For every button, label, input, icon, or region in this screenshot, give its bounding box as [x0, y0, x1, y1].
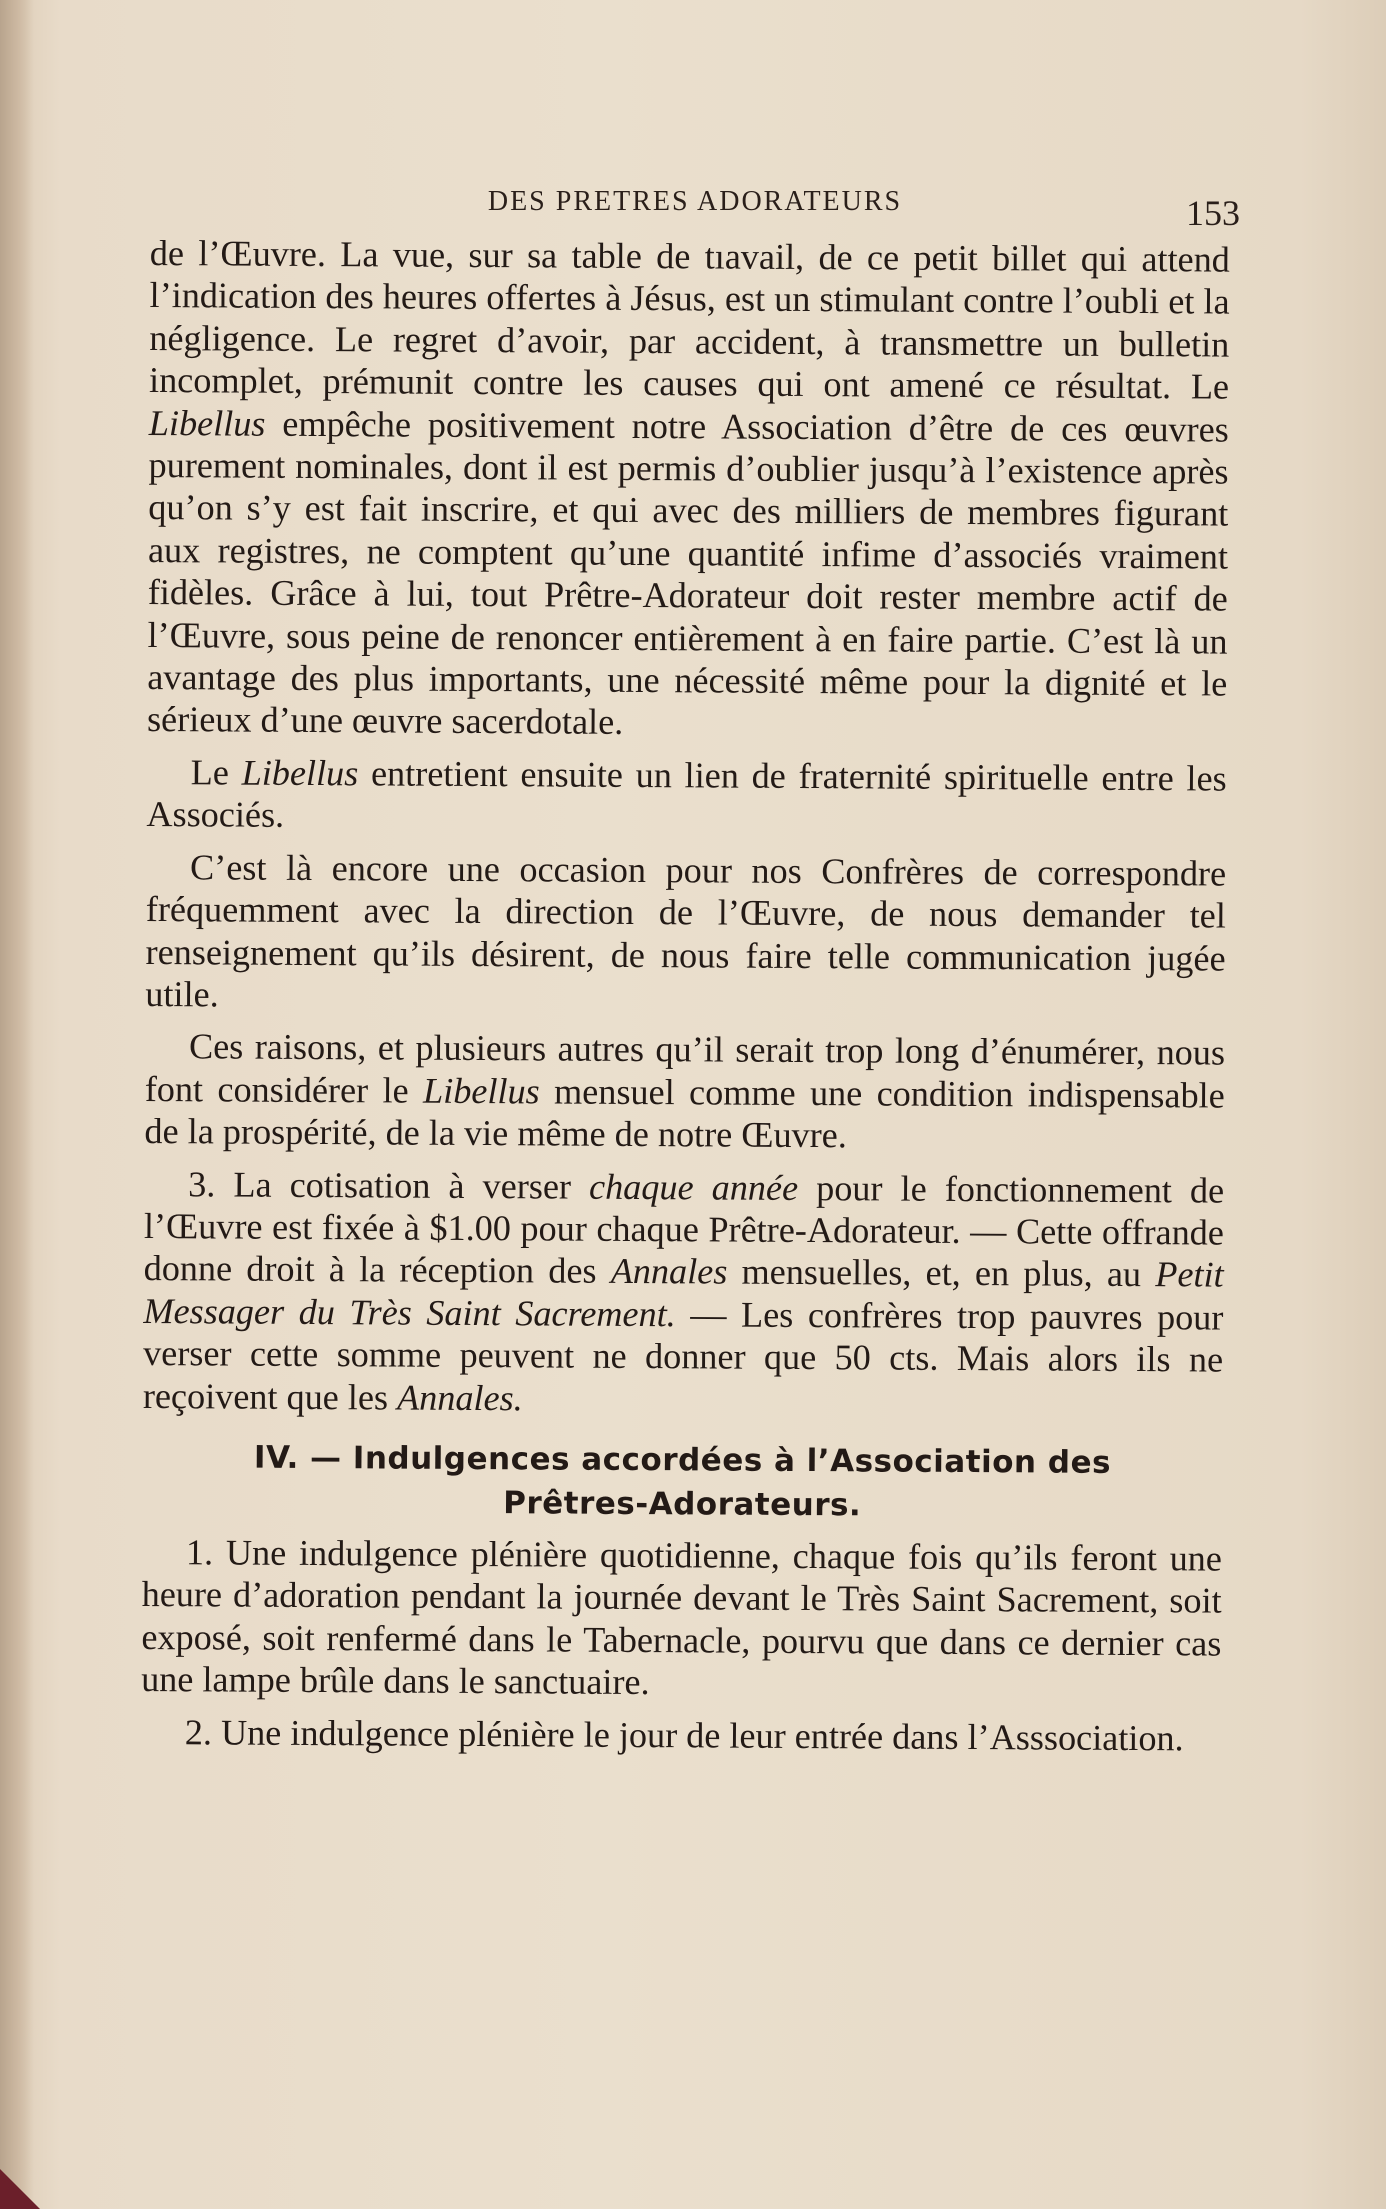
- paragraph-2-start: Le: [190, 752, 242, 793]
- paragraph-1-italic: Libellus: [148, 402, 266, 444]
- page-header: [150, 180, 1240, 240]
- paragraph-2: [146, 751, 1226, 842]
- running-head: DES PRETRES ADORATEURS: [487, 186, 903, 217]
- paragraph-5-italic-1: chaque année: [588, 1166, 799, 1208]
- page-number: 153: [1186, 193, 1240, 233]
- paragraph-5-mid-1: pour le fonctionnement de l’Œuvre est fixée à $1.00 pour chaque Prêtre-Adorateur. — Cette offrande donne droit à la réception des: [143, 1167, 1225, 1292]
- paragraph-7: 2. Une indulgence plénière le jour de leur entrée dans l’Asssociation.: [184, 1711, 1184, 1758]
- paragraph-1: [147, 232, 1230, 747]
- paragraph-2-italic: Libellus: [241, 752, 359, 794]
- paragraph-2-end: entretient ensuite un lien de fraternité spirituelle entre les Associés.: [146, 753, 1227, 836]
- body-text: [141, 232, 1230, 1760]
- paragraph-4-italic: Libellus: [422, 1070, 540, 1112]
- paragraph-5-italic-4: Annales.: [396, 1377, 523, 1418]
- paragraph-5-italic-3: Petit Messager du Très Saint Sacrement.: [143, 1254, 1224, 1334]
- paragraph-5-start: 3. La cotisation à verser: [188, 1163, 590, 1207]
- paragraph-1-text: de l’Œuvre. La vue, sur sa table de tıavail, de ce petit billet qui attend l’indication des heures offertes à Jésus, est un stimulant contre l’oubli et la négligence. Le regret d’avoir, par accident, à transmettre un bulletin incomplet, prémunit contre les causes qui ont amené ce résultat. Le: [148, 232, 1230, 407]
- paragraph-4: [144, 1025, 1225, 1159]
- binding-corner: [0, 2169, 40, 2209]
- paragraph-5: [143, 1163, 1225, 1424]
- section-heading: [142, 1435, 1223, 1530]
- paragraph-1-end: empêche positivement notre Association d’être de ces œuvres purement nominales, dont il est permis d’oublier jusqu’à l’existence après qu’on s’y est fait inscrire, et qui avec des milliers de membres figurant aux registres, ne comptent qu’une quantité infime d’associés vraiment fidèles. Grâce à lui, tout Prêtre-Adorateur doit rester membre actif de l’Œuvre, sous peine de renoncer entièrement à en faire partie. C’est là un avantage des plus importants, une nécessité même pour la dignité et le sérieux d’une œuvre sacerdotale.: [146, 403, 1229, 743]
- paragraph-5-mid-2: mensuelles, et, en plus, au: [727, 1251, 1156, 1295]
- section-heading-line-1: IV. — Indulgences accordées à l’Association des: [253, 1439, 1112, 1481]
- section-heading-line-2: Prêtres-Adorateurs.: [503, 1485, 862, 1524]
- paragraph-4-end: mensuel comme une condition indispensable de la prospérité, de la vie même de notre Œuvre.: [144, 1071, 1225, 1156]
- paragraph-6: 1. Une indulgence plénière quotidienne, chaque fois qu’ils feront une heure d’adoration pendant la journée devant le Très Saint Sacrement, soit exposé, soit renfermé dans le Tabernacle, pourvu que dans ce dernier cas une lampe brûle dans le sanctuaire.: [141, 1532, 1223, 1703]
- paragraph-5-mid-3: — Les confrères trop pauvres pour verser cette somme peuvent ne donner que 50 cts. Mais alors ils ne reçoivent que les: [142, 1293, 1224, 1418]
- paragraph-3: C’est là encore une occasion pour nos Confrères de correspondre fréquemment avec la direction de l’Œuvre, de nous demander tel renseignement qu’ils désirent, de nous faire telle communication jugée utile.: [145, 846, 1227, 1015]
- paragraph-4-start: Ces raisons, et plusieurs autres qu’il serait trop long d’énumérer, nous font considérer le: [144, 1026, 1226, 1111]
- page-gutter: [0, 0, 34, 2209]
- paragraph-5-italic-2: Annales: [610, 1251, 728, 1292]
